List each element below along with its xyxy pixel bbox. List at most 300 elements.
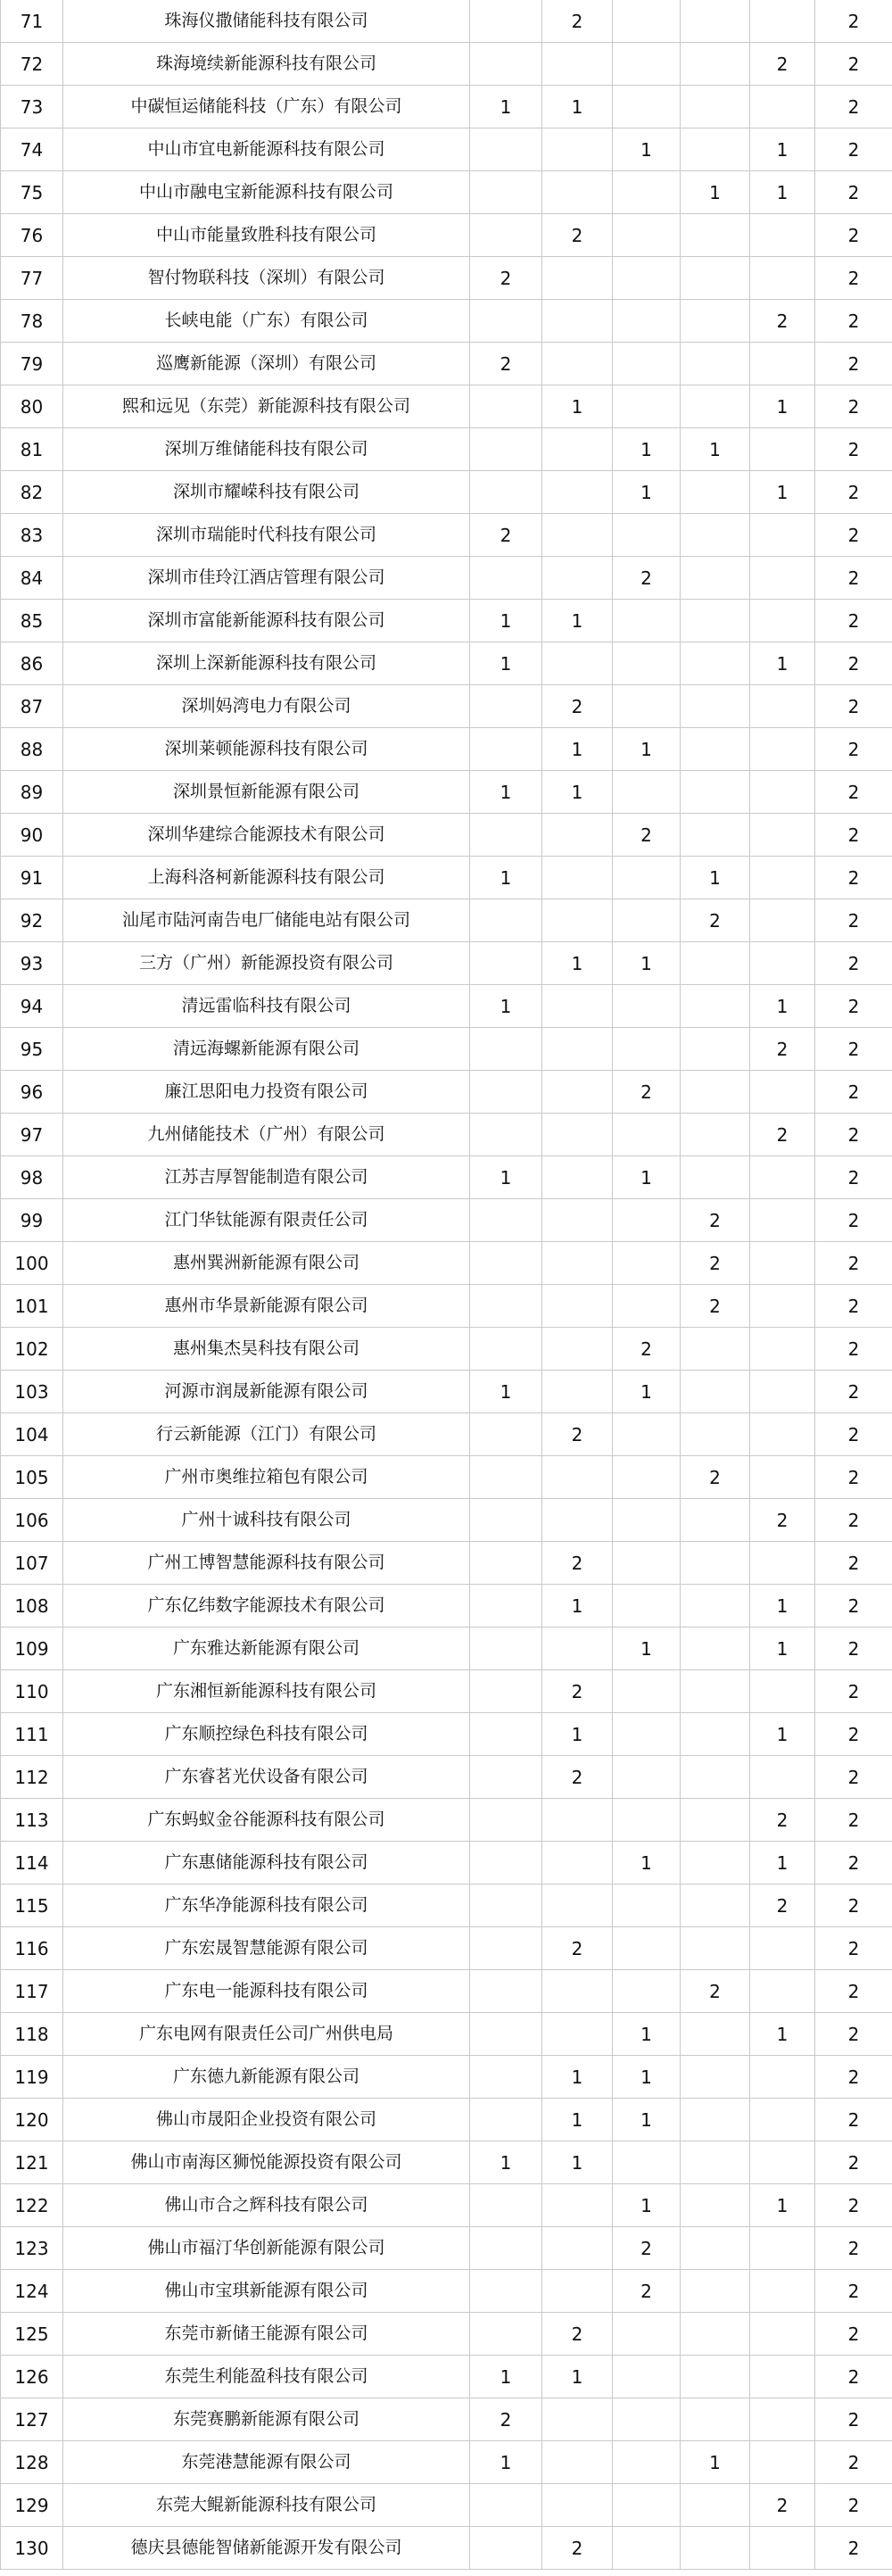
count-col-2: 1 xyxy=(542,600,613,642)
company-name: 广州工博智慧能源科技有限公司 xyxy=(63,1542,470,1585)
row-number: 102 xyxy=(1,1328,63,1371)
count-col-2 xyxy=(542,300,613,343)
company-name: 深圳市佳玲江酒店管理有限公司 xyxy=(63,557,470,600)
row-number: 101 xyxy=(1,1285,63,1328)
count-col-1: 1 xyxy=(470,1371,542,1413)
count-col-1 xyxy=(470,1713,542,1756)
count-col-4 xyxy=(681,2184,750,2227)
count-col-4: 1 xyxy=(681,857,750,899)
count-col-5 xyxy=(750,1285,815,1328)
total-count: 2 xyxy=(815,2527,892,2570)
count-col-2: 2 xyxy=(542,1413,613,1456)
total-count: 2 xyxy=(815,2398,892,2441)
table-row xyxy=(1,1927,892,1970)
count-col-5 xyxy=(750,2356,815,2398)
count-col-5 xyxy=(750,2527,815,2570)
company-name: 广东宏晟智慧能源有限公司 xyxy=(63,1927,470,1970)
total-count: 2 xyxy=(815,1328,892,1371)
count-col-2 xyxy=(542,1199,613,1242)
table-row xyxy=(1,1628,892,1670)
count-col-4 xyxy=(681,1028,750,1071)
count-col-1: 1 xyxy=(470,857,542,899)
table-row xyxy=(1,2313,892,2356)
company-name: 珠海境续新能源科技有限公司 xyxy=(63,43,470,86)
total-count: 2 xyxy=(815,1456,892,1499)
count-col-5 xyxy=(750,2441,815,2484)
total-count: 2 xyxy=(815,685,892,728)
count-col-4 xyxy=(681,300,750,343)
table-row xyxy=(1,814,892,857)
table-row xyxy=(1,385,892,428)
count-col-4 xyxy=(681,1114,750,1156)
count-col-3 xyxy=(613,1199,681,1242)
count-col-3: 1 xyxy=(613,1371,681,1413)
count-col-3: 1 xyxy=(613,2099,681,2141)
table-row xyxy=(1,214,892,257)
count-col-3: 1 xyxy=(613,1628,681,1670)
count-col-3: 1 xyxy=(613,942,681,985)
table-row xyxy=(1,1585,892,1628)
total-count: 2 xyxy=(815,43,892,86)
count-col-1 xyxy=(470,2184,542,2227)
row-number: 71 xyxy=(1,0,63,43)
row-number: 120 xyxy=(1,2099,63,2141)
count-col-5: 1 xyxy=(750,1713,815,1756)
count-col-1 xyxy=(470,1242,542,1285)
total-count: 2 xyxy=(815,2056,892,2099)
row-number: 128 xyxy=(1,2441,63,2484)
count-col-5 xyxy=(750,428,815,471)
count-col-1 xyxy=(470,2013,542,2056)
row-number: 97 xyxy=(1,1114,63,1156)
count-col-2: 2 xyxy=(542,1756,613,1799)
company-name: 东莞大鲲新能源科技有限公司 xyxy=(63,2484,470,2527)
total-count: 2 xyxy=(815,257,892,300)
count-col-1 xyxy=(470,1970,542,2013)
total-count: 2 xyxy=(815,2227,892,2270)
company-name: 江门华钛能源有限责任公司 xyxy=(63,1199,470,1242)
count-col-4: 2 xyxy=(681,1285,750,1328)
total-count: 2 xyxy=(815,1156,892,1199)
company-name: 汕尾市陆河南告电厂储能电站有限公司 xyxy=(63,899,470,942)
count-col-4 xyxy=(681,1328,750,1371)
total-count: 2 xyxy=(815,1114,892,1156)
company-name: 深圳市瑞能时代科技有限公司 xyxy=(63,514,470,557)
company-name: 行云新能源（江门）有限公司 xyxy=(63,1413,470,1456)
count-col-5: 1 xyxy=(750,128,815,171)
count-col-4 xyxy=(681,514,750,557)
count-col-4 xyxy=(681,128,750,171)
row-number: 90 xyxy=(1,814,63,857)
count-col-1 xyxy=(470,942,542,985)
table-row xyxy=(1,1413,892,1456)
count-col-3 xyxy=(613,1285,681,1328)
count-col-5: 2 xyxy=(750,300,815,343)
count-col-3 xyxy=(613,1413,681,1456)
count-col-3 xyxy=(613,985,681,1028)
table-row xyxy=(1,1028,892,1071)
count-col-2 xyxy=(542,1285,613,1328)
count-col-5: 2 xyxy=(750,43,815,86)
count-col-1 xyxy=(470,2527,542,2570)
row-number: 76 xyxy=(1,214,63,257)
count-col-5: 1 xyxy=(750,385,815,428)
count-col-3 xyxy=(613,343,681,385)
count-col-5: 2 xyxy=(750,1799,815,1842)
count-col-4: 2 xyxy=(681,1242,750,1285)
count-col-1: 2 xyxy=(470,257,542,300)
company-name: 广州市奥维拉箱包有限公司 xyxy=(63,1456,470,1499)
count-col-5 xyxy=(750,214,815,257)
count-col-5: 2 xyxy=(750,2484,815,2527)
count-col-2 xyxy=(542,1628,613,1670)
table-row xyxy=(1,2484,892,2527)
row-number: 113 xyxy=(1,1799,63,1842)
company-name: 佛山市福汀华创新能源有限公司 xyxy=(63,2227,470,2270)
count-col-5 xyxy=(750,1756,815,1799)
count-col-4 xyxy=(681,1542,750,1585)
count-col-4 xyxy=(681,728,750,771)
count-col-1 xyxy=(470,128,542,171)
count-col-5 xyxy=(750,343,815,385)
table-row xyxy=(1,2527,892,2570)
row-number: 100 xyxy=(1,1242,63,1285)
total-count: 2 xyxy=(815,857,892,899)
count-col-2 xyxy=(542,514,613,557)
count-col-1 xyxy=(470,1199,542,1242)
count-col-5 xyxy=(750,771,815,814)
row-number: 72 xyxy=(1,43,63,86)
row-number: 93 xyxy=(1,942,63,985)
total-count: 2 xyxy=(815,728,892,771)
count-col-3 xyxy=(613,171,681,214)
total-count: 2 xyxy=(815,343,892,385)
count-col-5 xyxy=(750,1927,815,1970)
count-col-1: 1 xyxy=(470,2441,542,2484)
company-name: 德庆县德能智储新能源开发有限公司 xyxy=(63,2527,470,2570)
company-name: 广州十诚科技有限公司 xyxy=(63,1499,470,1542)
count-col-4 xyxy=(681,2141,750,2184)
count-col-2: 2 xyxy=(542,214,613,257)
row-number: 99 xyxy=(1,1199,63,1242)
count-col-3 xyxy=(613,214,681,257)
total-count: 2 xyxy=(815,1285,892,1328)
count-col-3 xyxy=(613,1499,681,1542)
table-row xyxy=(1,1499,892,1542)
total-count: 2 xyxy=(815,1028,892,1071)
count-col-3: 1 xyxy=(613,428,681,471)
row-number: 122 xyxy=(1,2184,63,2227)
count-col-5: 1 xyxy=(750,171,815,214)
count-col-5 xyxy=(750,1199,815,1242)
count-col-3 xyxy=(613,1114,681,1156)
total-count: 2 xyxy=(815,2099,892,2141)
total-count: 2 xyxy=(815,600,892,642)
count-col-1 xyxy=(470,557,542,600)
count-col-3 xyxy=(613,1970,681,2013)
count-col-1: 1 xyxy=(470,642,542,685)
table-row xyxy=(1,1799,892,1842)
count-col-1 xyxy=(470,1585,542,1628)
table-row xyxy=(1,514,892,557)
table-row xyxy=(1,2398,892,2441)
count-col-1 xyxy=(470,1114,542,1156)
count-col-4: 2 xyxy=(681,899,750,942)
table-row xyxy=(1,128,892,171)
count-col-1: 1 xyxy=(470,2141,542,2184)
count-col-2: 1 xyxy=(542,771,613,814)
company-name: 中山市宜电新能源科技有限公司 xyxy=(63,128,470,171)
table-row xyxy=(1,428,892,471)
count-col-4 xyxy=(681,2270,750,2313)
company-name: 广东雅达新能源有限公司 xyxy=(63,1628,470,1670)
table-row xyxy=(1,771,892,814)
count-col-2: 1 xyxy=(542,2141,613,2184)
count-col-5: 1 xyxy=(750,1628,815,1670)
count-col-5: 1 xyxy=(750,985,815,1028)
count-col-4 xyxy=(681,600,750,642)
count-col-5 xyxy=(750,1242,815,1285)
count-col-2 xyxy=(542,1028,613,1071)
count-col-1: 1 xyxy=(470,2356,542,2398)
table-row xyxy=(1,43,892,86)
company-name: 深圳莱顿能源科技有限公司 xyxy=(63,728,470,771)
count-col-1 xyxy=(470,814,542,857)
count-col-3 xyxy=(613,2398,681,2441)
count-col-4 xyxy=(681,43,750,86)
table-row xyxy=(1,942,892,985)
count-col-5 xyxy=(750,2227,815,2270)
count-col-1: 1 xyxy=(470,600,542,642)
table-row xyxy=(1,0,892,43)
total-count: 2 xyxy=(815,899,892,942)
table-row xyxy=(1,1842,892,1884)
total-count: 2 xyxy=(815,1884,892,1927)
company-name: 中碳恒运储能科技（广东）有限公司 xyxy=(63,86,470,128)
count-col-4 xyxy=(681,2356,750,2398)
count-col-3: 1 xyxy=(613,2056,681,2099)
row-number: 115 xyxy=(1,1884,63,1927)
company-name: 清远海螺新能源有限公司 xyxy=(63,1028,470,1071)
count-col-1 xyxy=(470,2227,542,2270)
count-col-2 xyxy=(542,2484,613,2527)
row-number: 118 xyxy=(1,2013,63,2056)
table-row xyxy=(1,343,892,385)
count-col-2 xyxy=(542,1371,613,1413)
count-col-1: 1 xyxy=(470,985,542,1028)
row-number: 129 xyxy=(1,2484,63,2527)
count-col-2 xyxy=(542,1071,613,1114)
count-col-4 xyxy=(681,1842,750,1884)
table-row xyxy=(1,1328,892,1371)
count-col-4 xyxy=(681,385,750,428)
company-name: 广东睿茗光伏设备有限公司 xyxy=(63,1756,470,1799)
count-col-4 xyxy=(681,2227,750,2270)
company-name: 广东蚂蚁金谷能源科技有限公司 xyxy=(63,1799,470,1842)
count-col-1 xyxy=(470,2313,542,2356)
count-col-4 xyxy=(681,214,750,257)
count-col-2 xyxy=(542,428,613,471)
total-count: 2 xyxy=(815,514,892,557)
count-col-5 xyxy=(750,1071,815,1114)
company-name: 广东华净能源科技有限公司 xyxy=(63,1884,470,1927)
row-number: 80 xyxy=(1,385,63,428)
count-col-4 xyxy=(681,257,750,300)
count-col-2: 2 xyxy=(542,2527,613,2570)
count-col-3 xyxy=(613,2356,681,2398)
count-col-3 xyxy=(613,2141,681,2184)
table-row xyxy=(1,1114,892,1156)
row-number: 84 xyxy=(1,557,63,600)
count-col-2 xyxy=(542,1328,613,1371)
count-col-2 xyxy=(542,899,613,942)
company-name: 熙和远见（东莞）新能源科技有限公司 xyxy=(63,385,470,428)
count-col-5 xyxy=(750,1371,815,1413)
company-name: 广东电网有限责任公司广州供电局 xyxy=(63,2013,470,2056)
row-number: 112 xyxy=(1,1756,63,1799)
count-col-5: 2 xyxy=(750,1884,815,1927)
count-col-1 xyxy=(470,685,542,728)
count-col-5: 1 xyxy=(750,2184,815,2227)
count-col-2 xyxy=(542,557,613,600)
count-col-4: 2 xyxy=(681,1970,750,2013)
row-number: 94 xyxy=(1,985,63,1028)
count-col-2 xyxy=(542,2270,613,2313)
count-col-2 xyxy=(542,1499,613,1542)
count-col-1 xyxy=(470,385,542,428)
count-col-3: 2 xyxy=(613,814,681,857)
count-col-2 xyxy=(542,1114,613,1156)
row-number: 103 xyxy=(1,1371,63,1413)
row-number: 83 xyxy=(1,514,63,557)
table-row xyxy=(1,1456,892,1499)
count-col-2 xyxy=(542,1242,613,1285)
count-col-1: 1 xyxy=(470,86,542,128)
count-col-3: 1 xyxy=(613,2013,681,2056)
table-body xyxy=(1,0,892,2570)
row-number: 73 xyxy=(1,86,63,128)
company-name: 深圳市富能新能源科技有限公司 xyxy=(63,600,470,642)
company-name: 珠海仪撒储能科技有限公司 xyxy=(63,0,470,43)
total-count: 2 xyxy=(815,1542,892,1585)
count-col-5 xyxy=(750,1456,815,1499)
count-col-5: 2 xyxy=(750,1114,815,1156)
row-number: 111 xyxy=(1,1713,63,1756)
count-col-1 xyxy=(470,1413,542,1456)
row-number: 130 xyxy=(1,2527,63,2570)
total-count: 2 xyxy=(815,1927,892,1970)
count-col-4: 2 xyxy=(681,1199,750,1242)
count-col-1 xyxy=(470,1670,542,1713)
count-col-5 xyxy=(750,2313,815,2356)
table-row xyxy=(1,2013,892,2056)
count-col-5 xyxy=(750,2056,815,2099)
company-name: 长峡电能（广东）有限公司 xyxy=(63,300,470,343)
company-name: 佛山市南海区狮悦能源投资有限公司 xyxy=(63,2141,470,2184)
table-row xyxy=(1,2270,892,2313)
company-name: 廉江思阳电力投资有限公司 xyxy=(63,1071,470,1114)
count-col-1 xyxy=(470,1842,542,1884)
count-col-1 xyxy=(470,0,542,43)
table-row xyxy=(1,985,892,1028)
row-number: 74 xyxy=(1,128,63,171)
row-number: 78 xyxy=(1,300,63,343)
table-row xyxy=(1,1071,892,1114)
table-row xyxy=(1,2099,892,2141)
count-col-3 xyxy=(613,1713,681,1756)
count-col-4 xyxy=(681,1371,750,1413)
table-row xyxy=(1,728,892,771)
total-count: 2 xyxy=(815,2141,892,2184)
row-number: 119 xyxy=(1,2056,63,2099)
table-row xyxy=(1,857,892,899)
company-name: 深圳景恒新能源有限公司 xyxy=(63,771,470,814)
company-name: 惠州巽洲新能源有限公司 xyxy=(63,1242,470,1285)
count-col-2 xyxy=(542,857,613,899)
count-col-1 xyxy=(470,1071,542,1114)
count-col-1 xyxy=(470,471,542,514)
count-col-2: 2 xyxy=(542,1670,613,1713)
count-col-3 xyxy=(613,2527,681,2570)
table-row xyxy=(1,685,892,728)
count-col-5: 1 xyxy=(750,1585,815,1628)
count-col-4 xyxy=(681,1499,750,1542)
count-col-4 xyxy=(681,1413,750,1456)
count-col-5 xyxy=(750,514,815,557)
count-col-4 xyxy=(681,685,750,728)
company-name: 清远雷临科技有限公司 xyxy=(63,985,470,1028)
count-col-2: 1 xyxy=(542,1585,613,1628)
company-name: 广东惠储能源科技有限公司 xyxy=(63,1842,470,1884)
count-col-3 xyxy=(613,1884,681,1927)
table-row xyxy=(1,300,892,343)
row-number: 106 xyxy=(1,1499,63,1542)
count-col-5 xyxy=(750,2398,815,2441)
count-col-3 xyxy=(613,771,681,814)
count-col-2: 1 xyxy=(542,86,613,128)
total-count: 2 xyxy=(815,2484,892,2527)
count-col-4 xyxy=(681,1071,750,1114)
total-count: 2 xyxy=(815,1199,892,1242)
count-col-2: 1 xyxy=(542,1713,613,1756)
count-col-5 xyxy=(750,1156,815,1199)
count-col-1 xyxy=(470,1499,542,1542)
row-number: 110 xyxy=(1,1670,63,1713)
count-col-2 xyxy=(542,985,613,1028)
table-row xyxy=(1,1242,892,1285)
count-col-5 xyxy=(750,0,815,43)
count-col-1: 1 xyxy=(470,771,542,814)
count-col-5: 1 xyxy=(750,642,815,685)
company-name: 深圳妈湾电力有限公司 xyxy=(63,685,470,728)
count-col-4 xyxy=(681,985,750,1028)
company-name: 广东德九新能源有限公司 xyxy=(63,2056,470,2099)
count-col-5 xyxy=(750,942,815,985)
count-col-4 xyxy=(681,1156,750,1199)
count-col-3 xyxy=(613,2484,681,2527)
count-col-3 xyxy=(613,1670,681,1713)
table-row xyxy=(1,600,892,642)
company-name: 河源市润晟新能源有限公司 xyxy=(63,1371,470,1413)
count-col-5 xyxy=(750,1328,815,1371)
count-col-2 xyxy=(542,2398,613,2441)
count-col-4 xyxy=(681,1585,750,1628)
count-col-1 xyxy=(470,1628,542,1670)
count-col-2: 2 xyxy=(542,1542,613,1585)
total-count: 2 xyxy=(815,300,892,343)
count-col-4 xyxy=(681,1628,750,1670)
count-col-2 xyxy=(542,1884,613,1927)
